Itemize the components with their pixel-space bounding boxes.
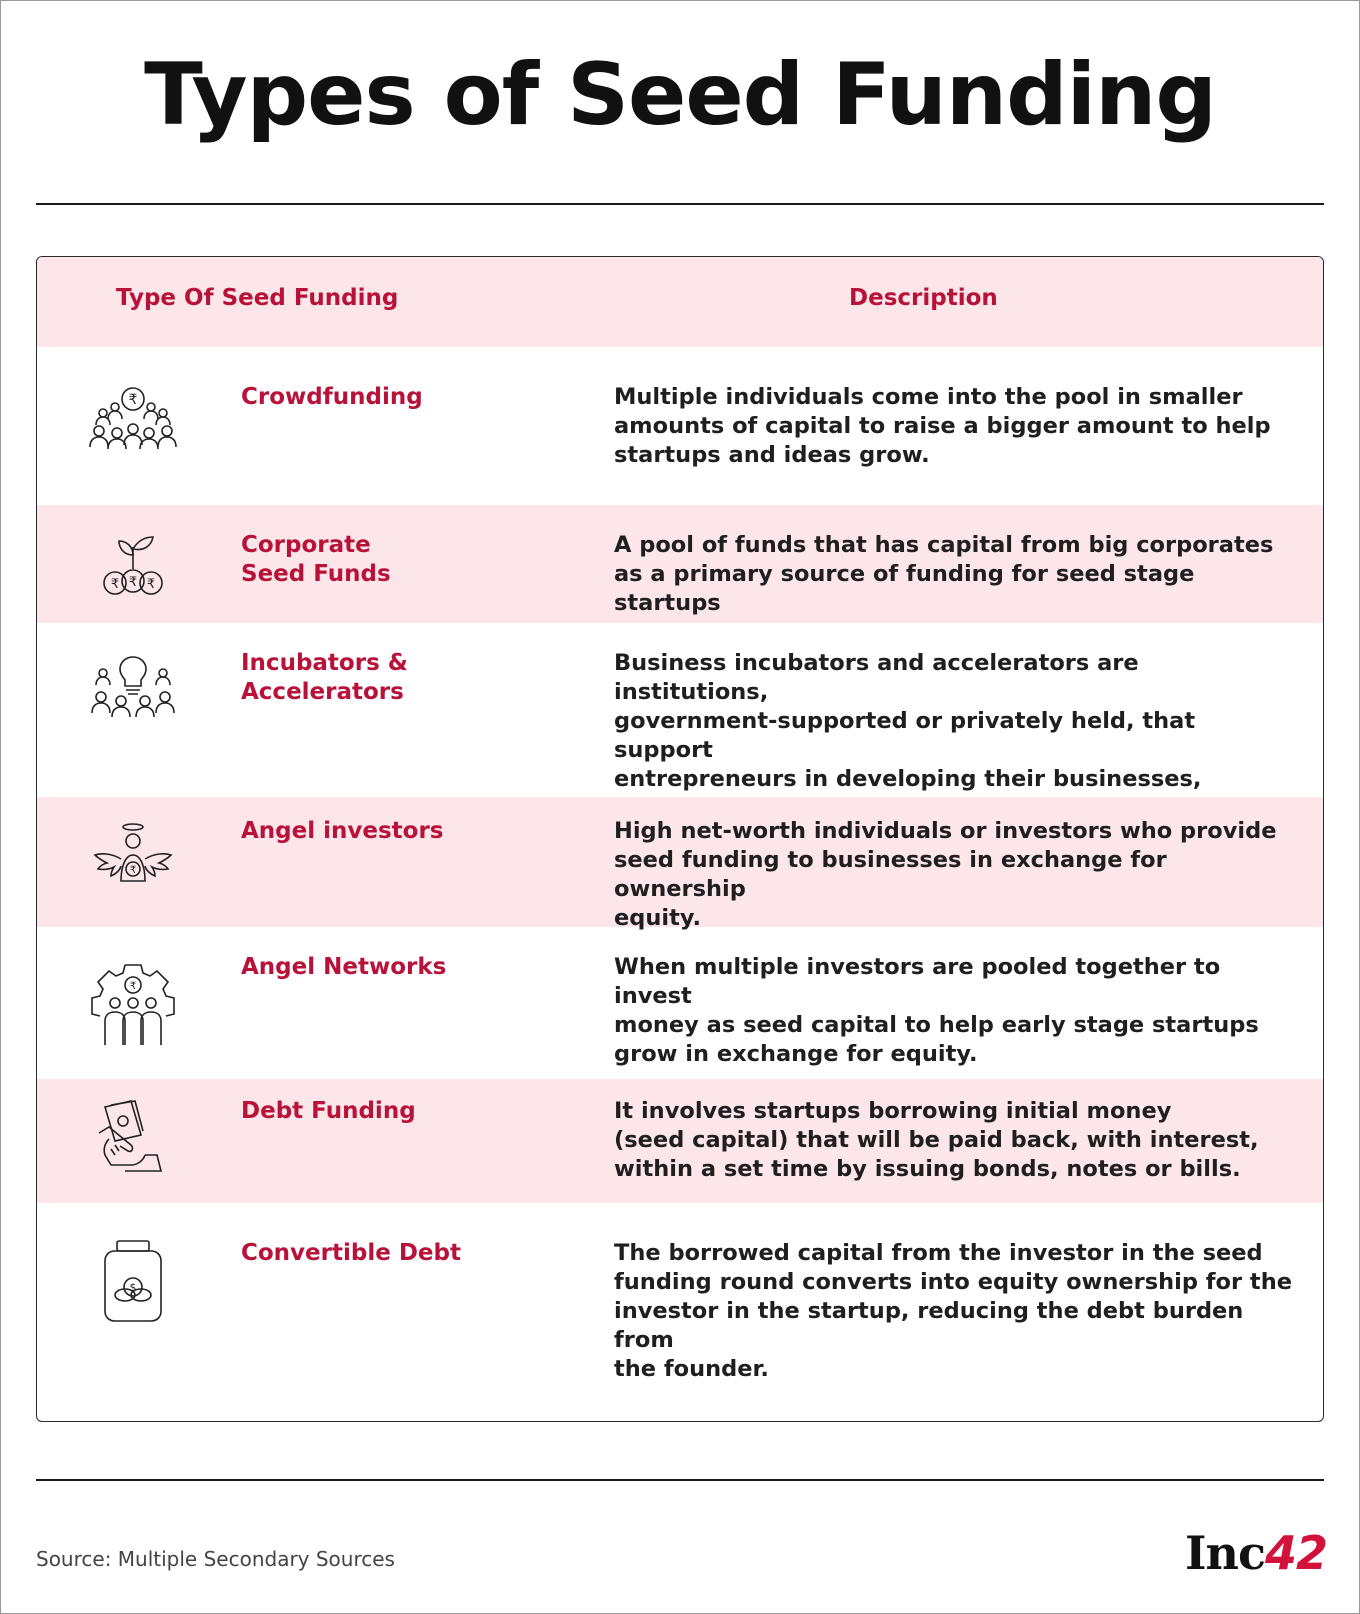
- row-name: Angel investors: [241, 818, 444, 844]
- row-name: Corporate Seed Funds: [241, 532, 391, 587]
- row-name: Crowdfunding: [241, 384, 423, 410]
- page-title: Types of Seed Funding: [144, 45, 1216, 145]
- lightbulb-people-icon: [85, 643, 181, 739]
- logo-text: Inc: [1185, 1526, 1265, 1580]
- row-description: A pool of funds that has capital from big corporates as a primary source of funding for seed stage startups: [614, 532, 1274, 616]
- row-description: Multiple individuals come into the pool in smaller amounts of capital to raise a bigger amount to help startups and ideas grow.: [614, 384, 1271, 468]
- table-header: [37, 257, 1323, 347]
- svg-text:₹: ₹: [129, 865, 137, 876]
- table-row: [37, 347, 1323, 505]
- gear-network-icon: [85, 957, 181, 1053]
- row-name: Convertible Debt: [241, 1240, 461, 1266]
- row-description: It involves startups borrowing initial money (seed capital) that will be paid back, with interest, within a set time by issuing bonds, notes or bills.: [614, 1098, 1259, 1182]
- seed-funding-table: [36, 256, 1324, 1422]
- angel-rupee-icon: [85, 811, 181, 907]
- table-row: [37, 1203, 1323, 1421]
- svg-text:₹: ₹: [128, 392, 138, 408]
- row-name: Angel Networks: [241, 954, 447, 980]
- row-name: Incubators & Accelerators: [241, 650, 408, 705]
- table-row: [37, 505, 1323, 623]
- table-row: [37, 927, 1323, 1079]
- logo-number: 42: [1264, 1526, 1327, 1580]
- crowd-rupee-icon: [85, 377, 181, 473]
- svg-text:₹: ₹: [146, 577, 156, 592]
- hand-cash-icon: [85, 1093, 181, 1189]
- header-description: Description: [849, 285, 998, 311]
- row-description: When multiple investors are pooled together to invest money as seed capital to help early stage startups grow in exchange for equity.: [614, 954, 1259, 1067]
- source-note: Source: Multiple Secondary Sources: [36, 1547, 395, 1571]
- row-name: Debt Funding: [241, 1098, 416, 1124]
- row-description: High net-worth individuals or investors who provide seed funding to businesses in exchange for ownership equity.: [614, 818, 1277, 931]
- top-divider: [36, 203, 1324, 205]
- table-row: [37, 797, 1323, 931]
- table-row: [37, 623, 1323, 797]
- svg-text:$: $: [129, 1281, 137, 1294]
- row-description: The borrowed capital from the investor in the seed funding round converts into equity ownership for the investor in the startup, reducing the debt burden from the founder.: [614, 1240, 1292, 1382]
- bottom-divider: [36, 1479, 1324, 1481]
- svg-text:₹: ₹: [129, 981, 137, 992]
- header-type: Type Of Seed Funding: [116, 285, 399, 311]
- row-description: Business incubators and accelerators are institutions, government-supported or privately held, that support entrepreneurs in developing their businesses,: [614, 650, 1202, 792]
- svg-text:₹: ₹: [128, 575, 138, 590]
- plant-coins-icon: [85, 519, 181, 615]
- svg-text:₹: ₹: [110, 577, 120, 592]
- table-row: [37, 1079, 1323, 1203]
- coin-jar-icon: [85, 1233, 181, 1329]
- inc42-logo: [1185, 1526, 1327, 1580]
